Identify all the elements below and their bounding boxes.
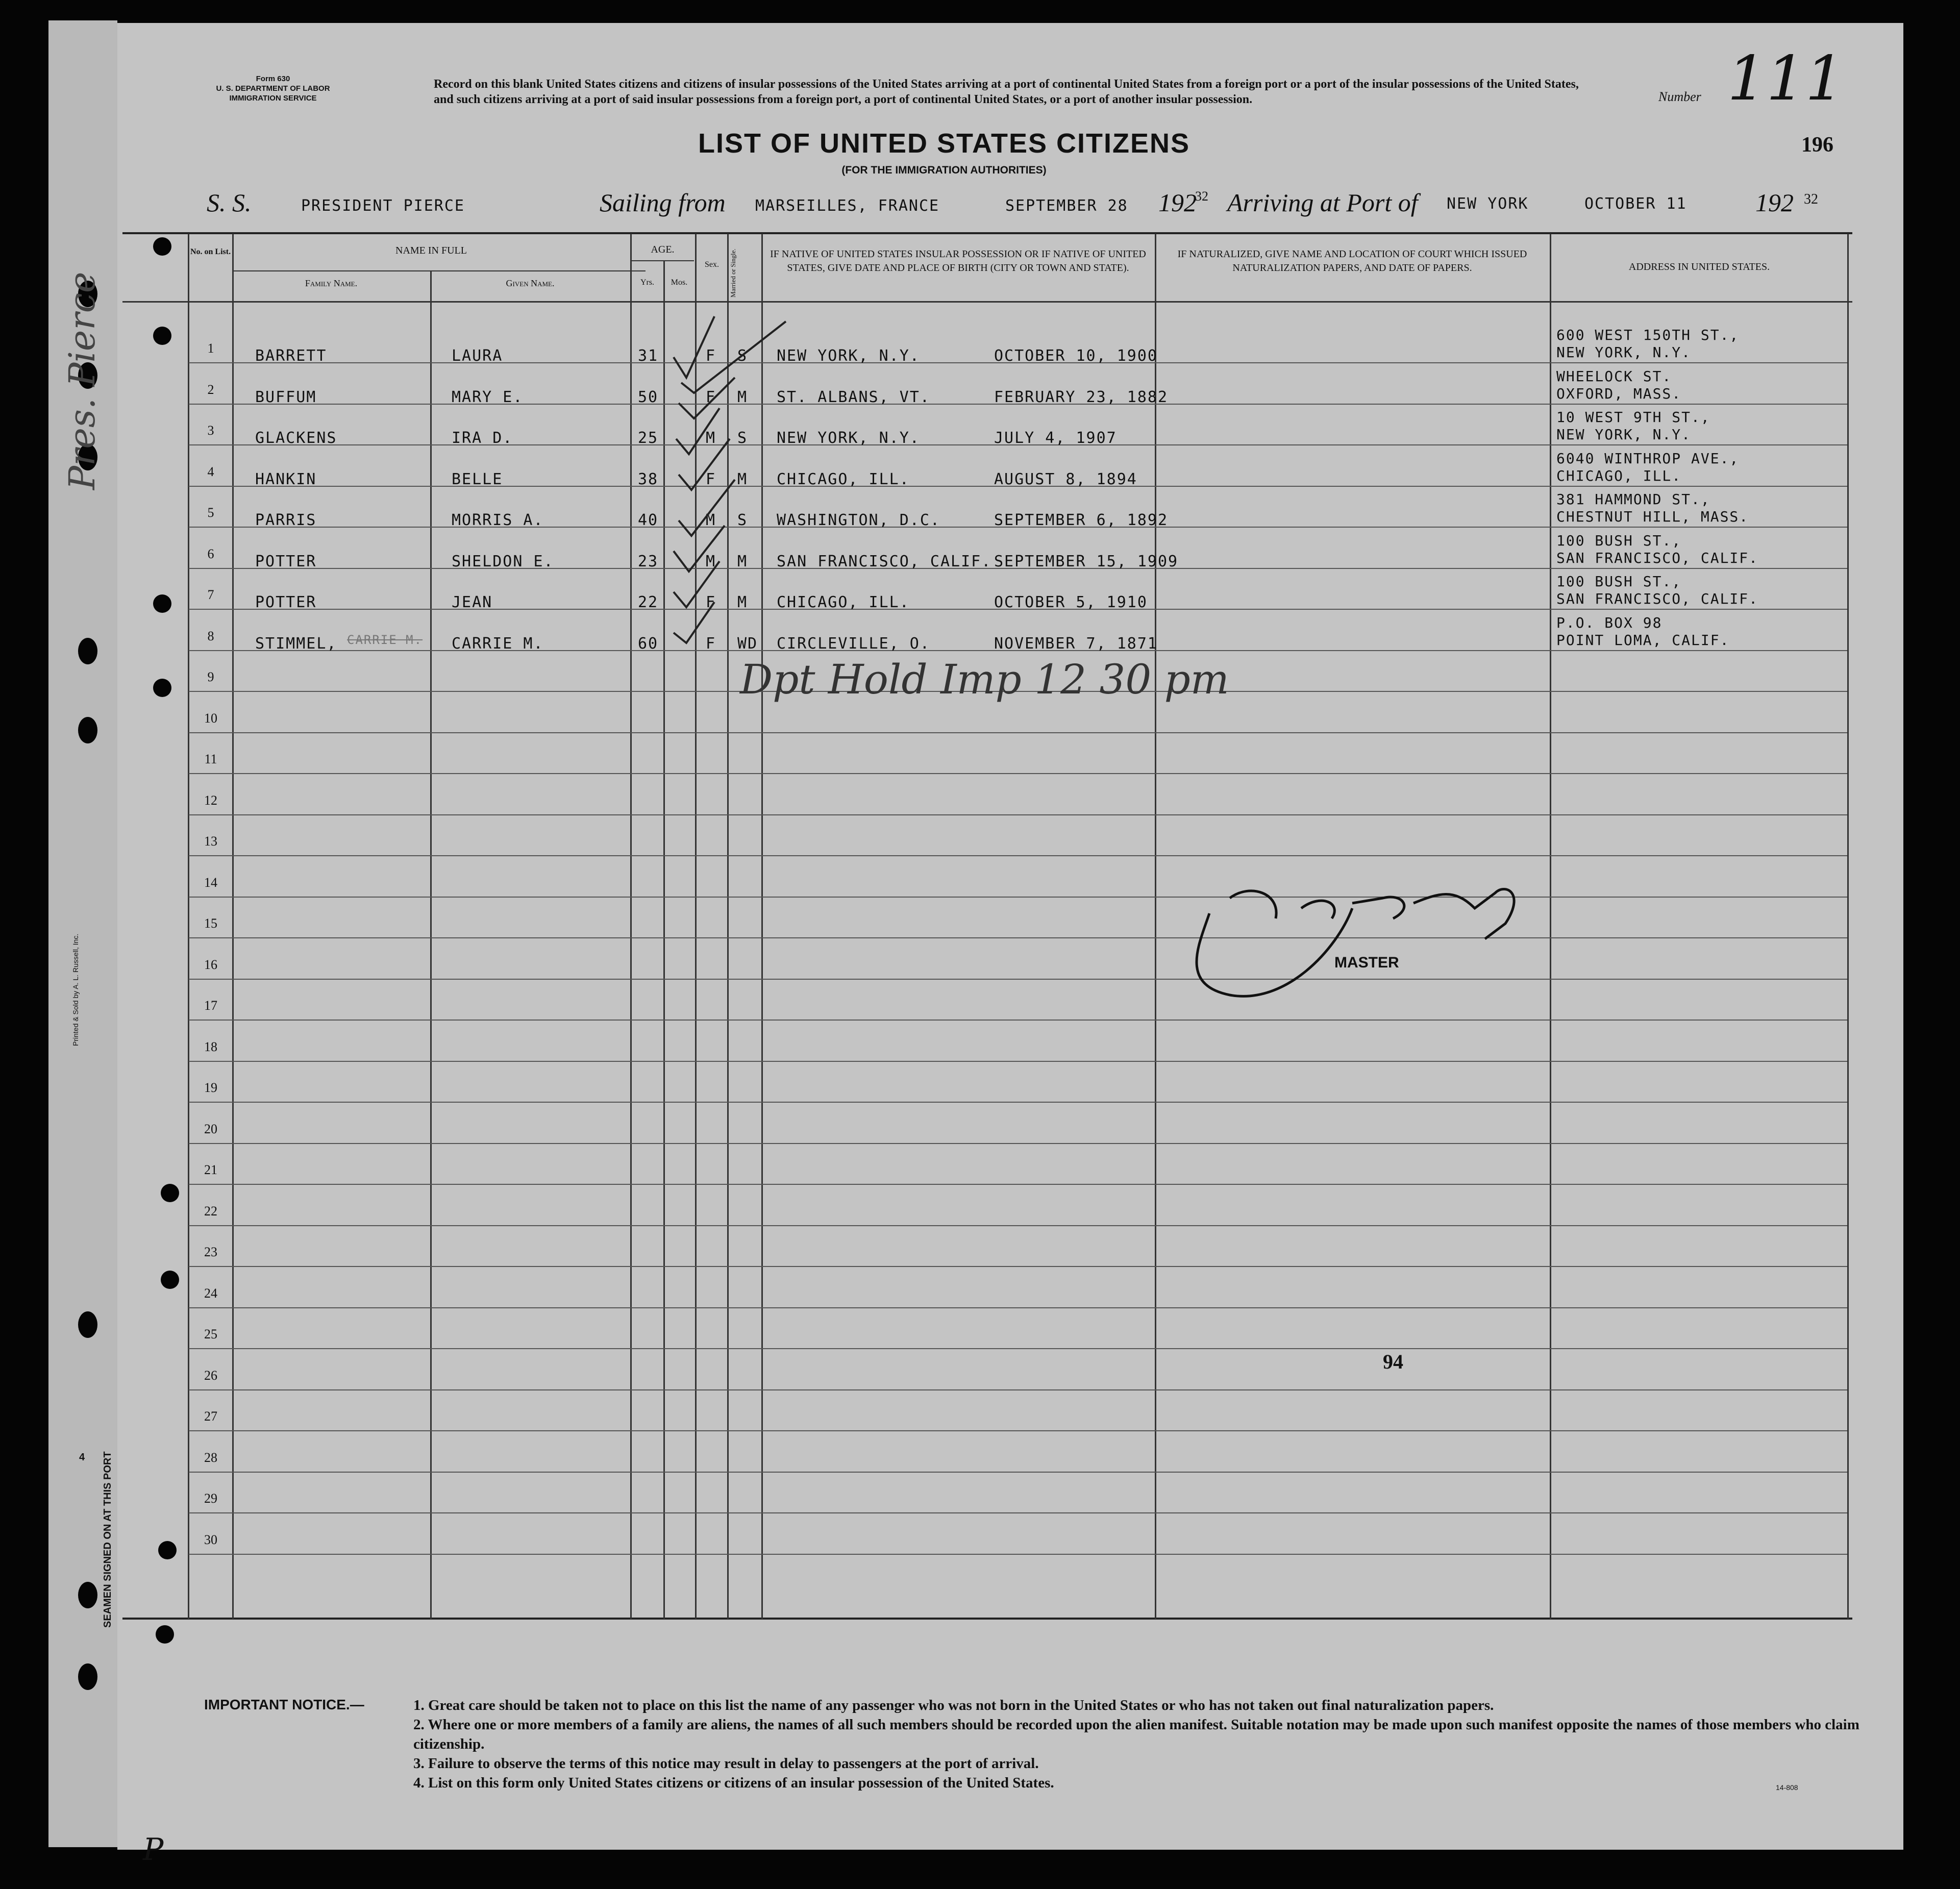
age: 40 bbox=[638, 511, 659, 529]
row-number: 23 bbox=[204, 1245, 217, 1259]
row-number: 22 bbox=[204, 1204, 217, 1219]
notice-item: 2. Where one or more members of a family are aliens, the names of all such members should be recorded upon the alien manifest. Suitable notation may be made upon such manifest opposite the names of those members who claim citizenship. bbox=[413, 1717, 1859, 1752]
notice-item: 4. List on this form only United States citizens or citizens of an insular possession of the United States. bbox=[413, 1775, 1054, 1791]
arrival-year-prefix: 192 bbox=[1755, 188, 1794, 217]
page-stamp: 196 bbox=[1801, 133, 1833, 157]
service: IMMIGRATION SERVICE bbox=[229, 94, 317, 103]
birth-place: CIRCLEVILLE, O. bbox=[777, 635, 930, 653]
binder-hole bbox=[78, 638, 97, 664]
age: 60 bbox=[638, 635, 659, 653]
col-header-no: No. on List. bbox=[190, 247, 231, 256]
birth-date: JULY 4, 1907 bbox=[994, 429, 1117, 447]
row-rule bbox=[189, 1102, 1847, 1103]
address-line: 100 BUSH ST., bbox=[1556, 532, 1682, 549]
given-name: JEAN bbox=[452, 593, 493, 611]
given-name: MORRIS A. bbox=[452, 511, 544, 529]
address-line: P.O. BOX 98 bbox=[1556, 614, 1663, 631]
row-rule bbox=[189, 1225, 1847, 1226]
given-name: LAURA bbox=[452, 347, 503, 365]
row-number: 4 bbox=[207, 464, 214, 479]
address-line: NEW YORK, N.Y. bbox=[1556, 426, 1692, 443]
row-number: 20 bbox=[204, 1122, 217, 1136]
department: U. S. DEPARTMENT OF LABOR bbox=[216, 84, 330, 93]
sailing-port: MARSEILLES, FRANCE bbox=[755, 197, 940, 215]
row-number: 6 bbox=[207, 546, 214, 561]
row-number: 30 bbox=[204, 1532, 217, 1547]
birth-date: OCTOBER 10, 1900 bbox=[994, 347, 1158, 365]
seamen-note: SEAMEN SIGNED ON AT THIS PORT bbox=[102, 1451, 113, 1628]
address-line: POINT LOMA, CALIF. bbox=[1556, 632, 1730, 649]
row-number: 21 bbox=[204, 1162, 217, 1177]
family-name: STIMMEL, bbox=[255, 635, 337, 653]
row-number: 17 bbox=[204, 998, 217, 1013]
page-subtitle: (FOR THE IMMIGRATION AUTHORITIES) bbox=[841, 164, 1047, 176]
birth-date: AUGUST 8, 1894 bbox=[994, 470, 1137, 488]
birth-place: ST. ALBANS, VT. bbox=[777, 388, 930, 406]
col-header-birth: IF NATIVE OF UNITED STATES INSULAR POSSESSION OR IF NATIVE OF UNITED STATES, GIVE DATE AND PLACE OF BIRTH (CITY OR TOWN AND STATE). bbox=[770, 248, 1146, 274]
row-rule bbox=[189, 1307, 1847, 1308]
row-number: 15 bbox=[204, 916, 217, 931]
punch-hole bbox=[153, 679, 171, 697]
col-header-address: ADDRESS IN UNITED STATES. bbox=[1628, 261, 1770, 272]
address-line: 100 BUSH ST., bbox=[1556, 573, 1682, 590]
given-name: CARRIE M. bbox=[452, 635, 544, 653]
age: 31 bbox=[638, 347, 659, 365]
col-divider bbox=[1155, 234, 1156, 1619]
manifest-sheet bbox=[117, 23, 1903, 1850]
punch-hole bbox=[158, 1541, 177, 1559]
sex: F bbox=[706, 635, 716, 653]
col-divider bbox=[630, 234, 632, 1619]
ship-name: PRESIDENT PIERCE bbox=[301, 197, 465, 215]
row-rule bbox=[189, 1389, 1847, 1390]
check-mark bbox=[674, 408, 735, 643]
row-number: 13 bbox=[204, 834, 217, 849]
binder-hole bbox=[78, 1582, 97, 1608]
row-number: 2 bbox=[207, 382, 214, 397]
row-number: 11 bbox=[204, 752, 217, 766]
margin-note: Pres. Pierce bbox=[61, 271, 103, 490]
col-header-sex: Sex. bbox=[705, 260, 719, 269]
row-rule bbox=[189, 979, 1847, 980]
punch-hole bbox=[161, 1271, 179, 1289]
binder-hole bbox=[78, 717, 97, 743]
punch-hole bbox=[156, 1625, 174, 1644]
form-code: 14-808 bbox=[1776, 1783, 1798, 1792]
binder-hole bbox=[78, 1311, 97, 1338]
col-divider bbox=[430, 270, 432, 1619]
row-number: 12 bbox=[204, 793, 217, 808]
row-number: 25 bbox=[204, 1327, 217, 1341]
row-number: 7 bbox=[207, 587, 214, 602]
row-rule bbox=[189, 773, 1847, 774]
row-number: 24 bbox=[204, 1286, 217, 1301]
binder-hole bbox=[78, 1663, 97, 1690]
row9-note: Dpt Hold Imp 12 30 pm bbox=[740, 656, 1229, 703]
address-line: OXFORD, MASS. bbox=[1556, 385, 1682, 402]
row-number: 29 bbox=[204, 1491, 217, 1506]
col-header-yrs: Yrs. bbox=[640, 278, 655, 287]
master-label: MASTER bbox=[1334, 954, 1399, 971]
seamen-number: 4 bbox=[79, 1452, 85, 1463]
col-divider bbox=[1847, 234, 1849, 1619]
sex: F bbox=[706, 347, 716, 365]
punch-hole bbox=[153, 327, 171, 345]
row-number: 5 bbox=[207, 505, 214, 520]
instruction-text: Record on this blank United States citizens and citizens of insular possessions of the United States arriving at a port of continental United States from a foreign port or a port of the insular possessions of the United States, and such citizens arriving at a port of said insular possessions from a foreign port, a port of continental United States, or a port of another insular possession. bbox=[434, 78, 1579, 106]
arrival-year-suffix: 32 bbox=[1804, 191, 1818, 207]
row-rule bbox=[189, 897, 1847, 898]
family-name: POTTER bbox=[255, 553, 317, 570]
marital-status: S bbox=[737, 347, 748, 365]
page-title: LIST OF UNITED STATES CITIZENS bbox=[698, 128, 1190, 159]
given-name: BELLE bbox=[452, 470, 503, 488]
family-name: GLACKENS bbox=[255, 429, 337, 447]
sailing-year-prefix: 192 bbox=[1158, 188, 1197, 217]
family-name: BUFFUM bbox=[255, 388, 317, 406]
birth-date: SEPTEMBER 6, 1892 bbox=[994, 511, 1169, 529]
given-name: SHELDON E. bbox=[452, 553, 554, 570]
table-bottom-rule bbox=[122, 1618, 1852, 1620]
table-header-rule bbox=[122, 301, 1852, 303]
birth-place: CHICAGO, ILL. bbox=[777, 470, 910, 488]
row-rule bbox=[189, 1430, 1847, 1431]
row-number: 16 bbox=[204, 957, 217, 972]
row-number: 1 bbox=[207, 341, 214, 356]
address-line: SAN FRANCISCO, CALIF. bbox=[1556, 550, 1759, 566]
row-rule bbox=[189, 1554, 1847, 1555]
family-name: POTTER bbox=[255, 593, 317, 611]
col-header-married: Married or Single. bbox=[729, 248, 737, 297]
row-rule bbox=[189, 814, 1847, 815]
age: 50 bbox=[638, 388, 659, 406]
printer-credit: Printed & Sold by A. L. Russell, Inc. bbox=[71, 933, 80, 1046]
punch-hole bbox=[161, 1184, 179, 1202]
birth-date: SEPTEMBER 15, 1909 bbox=[994, 553, 1179, 570]
signature-stroke bbox=[1197, 889, 1514, 997]
sailing-date: SEPTEMBER 28 bbox=[1005, 197, 1128, 215]
address-line: 6040 WINTHROP AVE., bbox=[1556, 450, 1740, 467]
col-header-given: Given Name. bbox=[506, 278, 555, 288]
row-rule bbox=[189, 1061, 1847, 1062]
col-header-family: Family Name. bbox=[305, 278, 358, 288]
row-rule bbox=[189, 732, 1847, 733]
row-number: 3 bbox=[207, 423, 214, 438]
col-header-mos: Mos. bbox=[671, 278, 688, 287]
number-label: Number bbox=[1658, 89, 1701, 104]
check-mark bbox=[674, 316, 786, 418]
marital-status: M bbox=[737, 553, 748, 570]
row-rule bbox=[189, 1143, 1847, 1144]
marital-status: M bbox=[737, 388, 748, 406]
number-value: 111 bbox=[1727, 43, 1845, 114]
marital-status: M bbox=[737, 470, 748, 488]
address-line: SAN FRANCISCO, CALIF. bbox=[1556, 590, 1759, 607]
bottom-letter: P bbox=[143, 1832, 164, 1868]
birth-place: WASHINGTON, D.C. bbox=[777, 511, 940, 529]
marital-status: S bbox=[737, 429, 748, 447]
row-number: 10 bbox=[204, 711, 217, 726]
age: 23 bbox=[638, 553, 659, 570]
given-name: MARY E. bbox=[452, 388, 524, 406]
row-number: 19 bbox=[204, 1080, 217, 1095]
row-rule bbox=[189, 937, 1847, 938]
ss-label: S. S. bbox=[207, 188, 252, 217]
age: 38 bbox=[638, 470, 659, 488]
row-rule bbox=[189, 1348, 1847, 1349]
notice-items bbox=[413, 1696, 1863, 1793]
punch-hole bbox=[153, 594, 171, 613]
row-number: 14 bbox=[204, 875, 217, 890]
stamp-94: 94 bbox=[1383, 1350, 1403, 1373]
family-name: BARRETT bbox=[255, 347, 327, 365]
family-name: PARRIS bbox=[255, 511, 317, 529]
birth-place: CHICAGO, ILL. bbox=[777, 593, 910, 611]
notice-item: 3. Failure to observe the terms of this notice may result in delay to passengers at the port of arrival. bbox=[413, 1755, 1039, 1772]
sex: F bbox=[706, 593, 716, 611]
col-divider bbox=[188, 234, 189, 1619]
marital-status: M bbox=[737, 593, 748, 611]
sex: M bbox=[706, 511, 716, 529]
arrival-port: NEW YORK bbox=[1447, 195, 1529, 213]
arrival-date: OCTOBER 11 bbox=[1584, 195, 1687, 213]
struck-given-name: CARRIE M. bbox=[347, 633, 423, 647]
row-rule bbox=[189, 1472, 1847, 1473]
row-rule bbox=[189, 1184, 1847, 1185]
punch-hole bbox=[153, 237, 171, 256]
notice-item: 1. Great care should be taken not to place on this list the name of any passenger who was not born in the United States or who has not taken out final naturalization papers. bbox=[413, 1697, 1494, 1713]
master-signature bbox=[1169, 862, 1556, 1015]
birth-date: NOVEMBER 7, 1871 bbox=[994, 635, 1158, 653]
row-number: 9 bbox=[207, 669, 214, 684]
col-header-name: NAME IN FULL bbox=[395, 245, 467, 256]
col-header-naturalized: IF NATURALIZED, GIVE NAME AND LOCATION OF COURT WHICH ISSUED NATURALIZATION PAPERS, AND DATE OF PAPERS. bbox=[1177, 248, 1527, 274]
col-divider bbox=[232, 234, 234, 1619]
col-header-age: AGE. bbox=[651, 244, 675, 255]
age: 22 bbox=[638, 593, 659, 611]
row-rule bbox=[189, 1266, 1847, 1267]
row-rule bbox=[189, 1020, 1847, 1021]
address-line: CHESTNUT HILL, MASS. bbox=[1556, 508, 1749, 525]
address-line: CHICAGO, ILL. bbox=[1556, 467, 1682, 484]
address-line: 600 WEST 150TH ST., bbox=[1556, 327, 1740, 343]
form-number: Form 630 bbox=[256, 74, 290, 83]
marital-status: WD bbox=[737, 635, 758, 653]
row-number: 8 bbox=[207, 629, 214, 643]
notice-heading: IMPORTANT NOTICE.— bbox=[204, 1697, 364, 1712]
sailing-label: Sailing from bbox=[600, 188, 726, 217]
table-top-rule bbox=[122, 232, 1852, 234]
row-number: 27 bbox=[204, 1409, 217, 1424]
address-line: 381 HAMMOND ST., bbox=[1556, 491, 1710, 508]
address-line: WHEELOCK ST. bbox=[1556, 368, 1672, 385]
row-number: 18 bbox=[204, 1039, 217, 1054]
birth-place: SAN FRANCISCO, CALIF. bbox=[777, 553, 992, 570]
sex: F bbox=[706, 388, 716, 406]
row-rule bbox=[189, 855, 1847, 856]
birth-place: NEW YORK, N.Y. bbox=[777, 347, 920, 365]
birth-date: FEBRUARY 23, 1882 bbox=[994, 388, 1169, 406]
row-number: 28 bbox=[204, 1450, 217, 1465]
birth-date: OCTOBER 5, 1910 bbox=[994, 593, 1148, 611]
sex: M bbox=[706, 429, 716, 447]
sex: F bbox=[706, 470, 716, 488]
marital-status: S bbox=[737, 511, 748, 529]
address-line: 10 WEST 9TH ST., bbox=[1556, 409, 1710, 426]
arriving-label: Arriving at Port of bbox=[1227, 188, 1418, 217]
check-marks bbox=[663, 286, 816, 653]
birth-place: NEW YORK, N.Y. bbox=[777, 429, 920, 447]
sailing-year-suffix: 32 bbox=[1195, 189, 1208, 204]
address-line: NEW YORK, N.Y. bbox=[1556, 344, 1692, 361]
age-subheader-rule bbox=[630, 260, 694, 261]
row-number: 26 bbox=[204, 1368, 217, 1383]
given-name: IRA D. bbox=[452, 429, 513, 447]
sex: M bbox=[706, 553, 716, 570]
age: 25 bbox=[638, 429, 659, 447]
row-rule bbox=[189, 1512, 1847, 1513]
family-name: HANKIN bbox=[255, 470, 317, 488]
name-subheader-rule bbox=[232, 270, 646, 271]
